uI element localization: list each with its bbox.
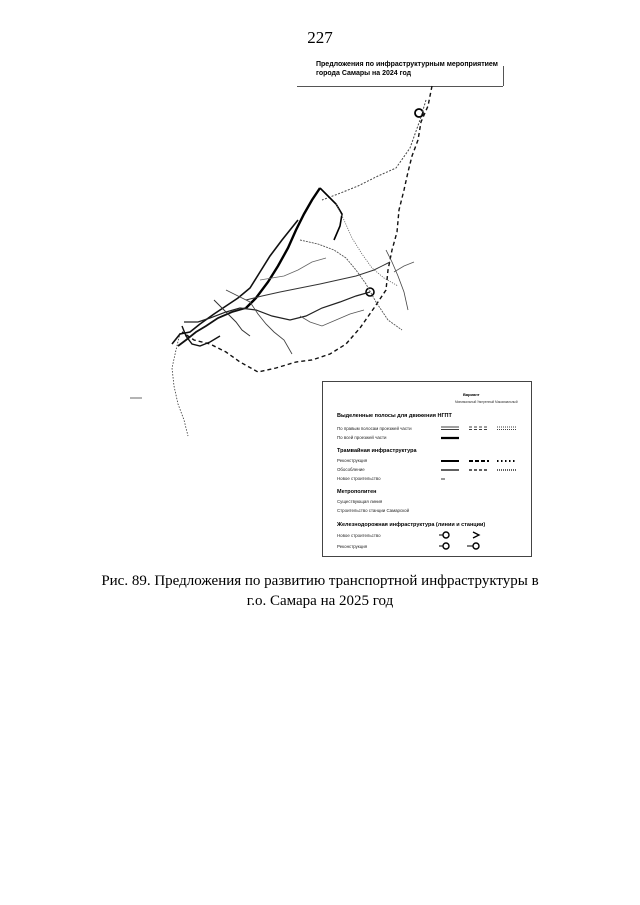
legend-item: Обособление (337, 467, 365, 472)
road-line-12 (386, 250, 408, 310)
legend-item: Реконструкция (337, 544, 368, 549)
page-number: 227 (307, 28, 333, 47)
legend-subtitle: Минимальный Умеренный Максимальный (455, 400, 518, 404)
legend-station-icon (443, 532, 449, 538)
road-line-13 (394, 262, 414, 272)
road-line-10 (300, 310, 364, 326)
legend-section-heading: Железнодорожная инфраструктура (линии и станции) (337, 522, 486, 528)
legend-item: Новое строительство (337, 476, 381, 481)
tram-reconstruction-line-2 (320, 188, 342, 240)
legend-item: Существующая линия (337, 499, 383, 504)
legend-item: По правым полосам проезжей части (337, 426, 412, 431)
legend-section-heading: Выделенные полосы для движения НГПТ (337, 413, 452, 419)
legend-section-heading: Трамвайная инфраструктура (337, 448, 417, 454)
legend-item: Новое строительство (337, 533, 381, 538)
legend-item: По всей проезжей части (337, 435, 387, 440)
legend-section-heading: Метрополитен (337, 489, 377, 495)
legend-station-arrow-icon (473, 532, 479, 538)
map-title-line-1: Предложения по инфраструктурным мероприятием (316, 61, 498, 68)
tram-reconstruction-line (246, 188, 320, 308)
legend-title: Вариант (463, 392, 480, 397)
legend-item: Реконструкция (337, 458, 368, 463)
railway-line (322, 100, 426, 200)
road-line-1 (172, 220, 298, 344)
map-legend (322, 381, 532, 557)
city-boundary (182, 86, 432, 372)
legend-station-icon (443, 543, 449, 549)
legend-symbols (323, 382, 531, 556)
legend-station-icon (473, 543, 479, 549)
volga-shore (172, 333, 188, 436)
caption-line-1: Рис. 89. Предложения по развитию транспортной инфраструктуры в (101, 573, 539, 589)
legend-item: Строительство станции Самарской (337, 508, 410, 513)
caption-line-2: г.о. Самара на 2025 год (246, 593, 394, 609)
station-icon-north (415, 109, 423, 117)
road-line-6 (336, 204, 398, 286)
figure-caption (0, 571, 640, 611)
map-title-line-2: города Самары на 2024 год (316, 70, 412, 77)
